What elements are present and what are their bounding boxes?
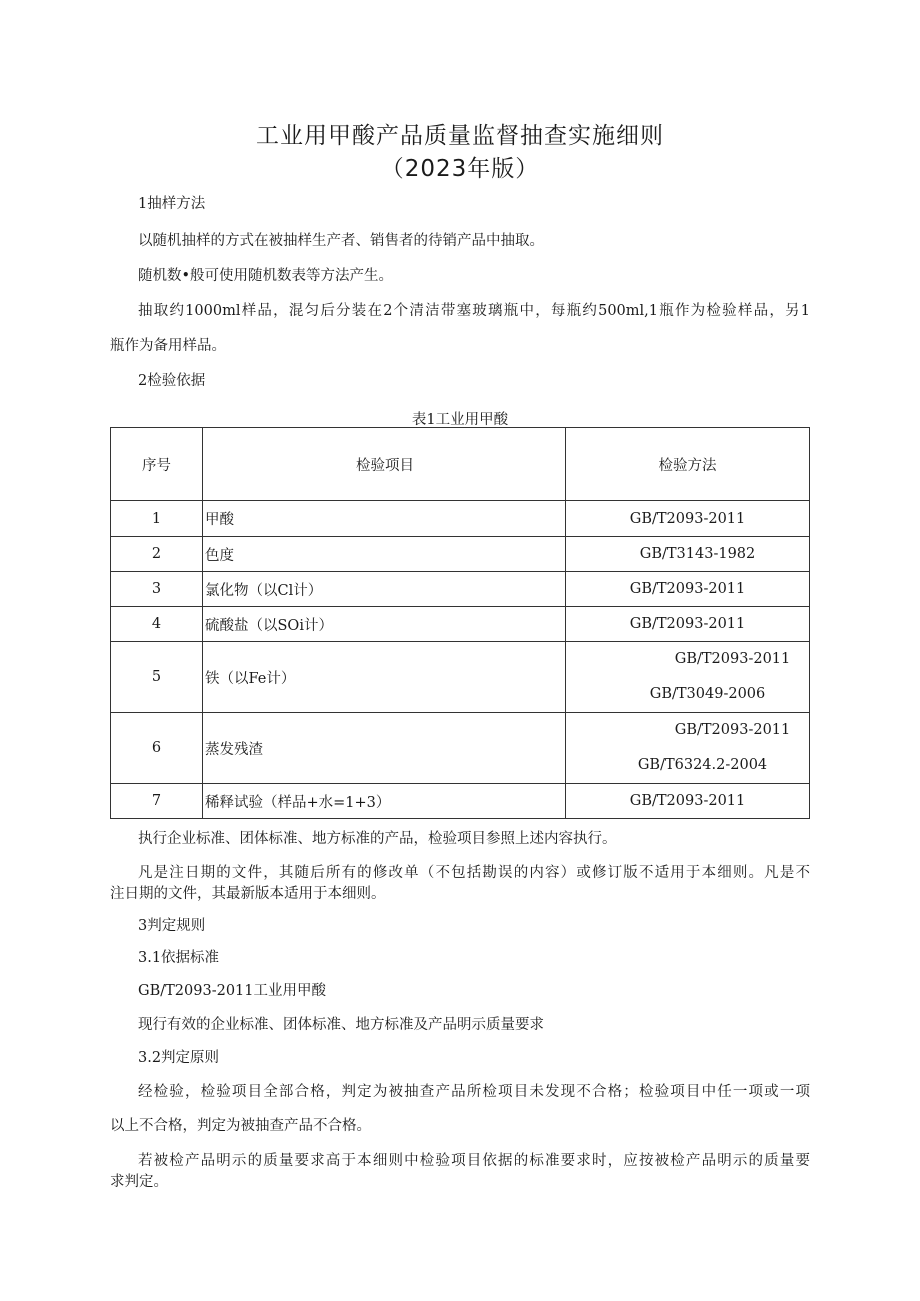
judgment-paragraph1-line2: 以上不合格，判定为被抽查产品不合格。 [110, 1118, 371, 1134]
inspection-table [110, 427, 810, 819]
section2-heading: 2检验依据 [138, 373, 206, 389]
table-row [111, 501, 810, 537]
row-method: GB/T2093-2011 [566, 501, 810, 537]
row-item: 硫酸盐（以SOi计） [203, 607, 566, 642]
section1-paragraph3-line1: 抽取约1000ml样品，混匀后分装在2个清洁带塞玻璃瓶中，每瓶约500ml,1瓶作为检验样品，另1 [138, 303, 810, 319]
row-method-cell [566, 642, 810, 713]
row-no: 2 [111, 537, 203, 572]
row-method-cell [566, 713, 810, 784]
table-row [111, 784, 810, 819]
judgment-paragraph2-line2: 求判定。 [110, 1174, 168, 1190]
note-paragraph2-line1: 凡是注日期的文件，其随后所有的修改单（不包括勘误的内容）或修订版不适用于本细则。凡是不 [138, 865, 810, 881]
note-paragraph2-line2: 注日期的文件，其最新版本适用于本细则。 [110, 886, 386, 902]
section1-paragraph3-line2: 瓶作为备用样品。 [110, 338, 226, 354]
header-item: 检验项目 [203, 428, 566, 501]
row-method: GB/T3143-1982 [566, 537, 810, 572]
standard-description: 现行有效的企业标准、团体标准、地方标准及产品明示质量要求 [138, 1017, 544, 1033]
row-no: 4 [111, 607, 203, 642]
header-method: 检验方法 [566, 428, 810, 501]
judgment-paragraph1-line1: 经检验，检验项目全部合格，判定为被抽查产品所检项目未发现不合格；检验项目中任一项或一项 [138, 1084, 810, 1100]
table-row [111, 572, 810, 607]
row-item: 稀释试验（样品+水=1+3） [203, 784, 566, 819]
section1-paragraph1: 以随机抽样的方式在被抽样生产者、销售者的待销产品中抽取。 [138, 233, 544, 249]
standard-reference: GB/T2093-2011工业用甲酸 [138, 983, 326, 999]
row-item: 铁（以Fe计） [203, 642, 566, 713]
table-row [111, 537, 810, 572]
table-header-row [111, 428, 810, 501]
table-caption: 表1工业用甲酸 [411, 412, 509, 428]
section1-heading: 1抽样方法 [138, 196, 206, 212]
table-row [111, 642, 810, 713]
row-method: GB/T2093-2011 [674, 651, 791, 667]
row-no: 1 [111, 501, 203, 537]
row-method: GB/T3049-2006 [649, 686, 766, 702]
section3-2-heading: 3.2判定原则 [138, 1050, 220, 1066]
row-item: 氯化物（以Cl计） [203, 572, 566, 607]
row-item: 色度 [203, 537, 566, 572]
row-method: GB/T2093-2011 [566, 572, 810, 607]
row-item: 甲酸 [203, 501, 566, 537]
row-method: GB/T2093-2011 [566, 607, 810, 642]
row-no: 6 [111, 713, 203, 784]
row-no: 3 [111, 572, 203, 607]
row-no: 5 [111, 642, 203, 713]
note-paragraph1: 执行企业标准、团体标准、地方标准的产品，检验项目参照上述内容执行。 [138, 831, 617, 847]
document-subtitle: （2023年版） [380, 156, 540, 182]
row-method: GB/T2093-2011 [674, 722, 791, 738]
table-row [111, 713, 810, 784]
section1-paragraph2: 随机数•般可使用随机数表等方法产生。 [138, 268, 394, 284]
table-row [111, 607, 810, 642]
header-no: 序号 [111, 428, 203, 501]
row-method: GB/T2093-2011 [566, 784, 810, 819]
row-item: 蒸发残渣 [203, 713, 566, 784]
judgment-paragraph2-line1: 若被检产品明示的质量要求高于本细则中检验项目依据的标准要求时，应按被检产品明示的质量要 [138, 1153, 810, 1169]
row-no: 7 [111, 784, 203, 819]
section3-heading: 3判定规则 [138, 918, 206, 934]
document-title: 工业用甲酸产品质量监督抽查实施细则 [256, 123, 664, 149]
row-method: GB/T6324.2-2004 [637, 757, 768, 773]
section3-1-heading: 3.1依据标准 [138, 950, 220, 966]
